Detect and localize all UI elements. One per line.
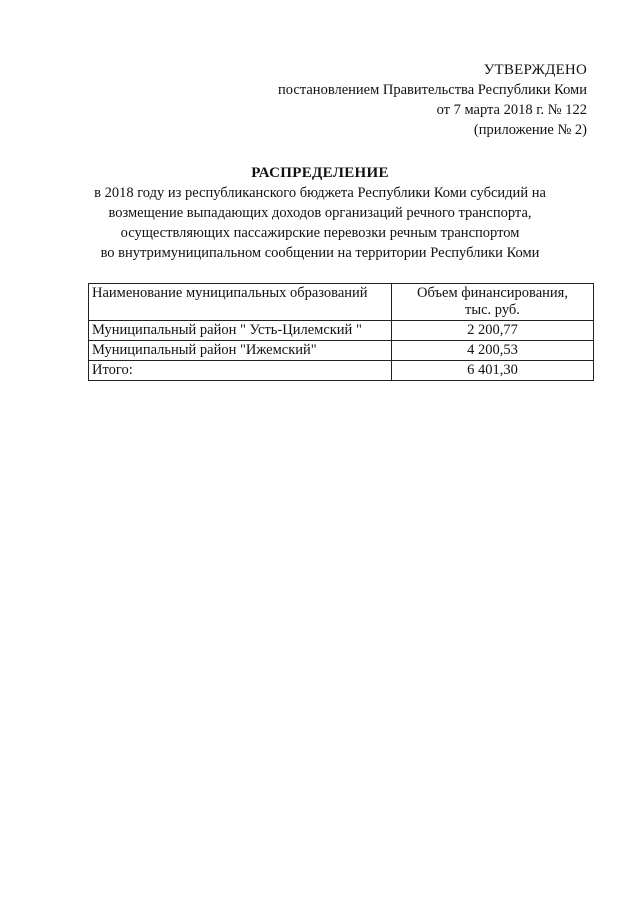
header-name: Наименование муниципальных образований [89,284,392,321]
title-line-2: возмещение выпадающих доходов организаций речного транспорта, [108,205,532,221]
title-line-4: во внутримуниципальном сообщении на территории Республики Коми [100,245,540,261]
title-line-3: осуществляющих пассажирские перевозки речным транспортом [120,225,520,241]
approved-label: УТВЕРЖДЕНО [483,62,587,78]
table-row [89,321,594,341]
distribution-table [88,283,594,381]
table-header-row [89,284,594,321]
table-total-row [89,361,594,381]
row-name: Муниципальный район " Усть-Цилемский " [89,321,392,341]
header-amount-line-2: тыс. руб. [465,302,520,318]
header-amount-line-1: Объем финансирования, [417,285,568,301]
approval-appendix: (приложение № 2) [473,122,587,138]
row-amount: 2 200,77 [392,321,594,341]
document-title: РАСПРЕДЕЛЕНИЕ [251,165,389,181]
row-amount: 4 200,53 [392,341,594,361]
title-line-1: в 2018 году из республиканского бюджета Республики Коми субсидий на [94,185,546,201]
total-amount: 6 401,30 [392,361,594,381]
total-label: Итого: [89,361,392,381]
approval-stamp [278,60,587,140]
header-amount [392,284,594,321]
document-title-block [60,163,580,263]
table-row [89,341,594,361]
row-name: Муниципальный район "Ижемский" [89,341,392,361]
approval-decree: постановлением Правительства Республики Коми [278,82,587,98]
approval-date: от 7 марта 2018 г. № 122 [436,102,587,118]
